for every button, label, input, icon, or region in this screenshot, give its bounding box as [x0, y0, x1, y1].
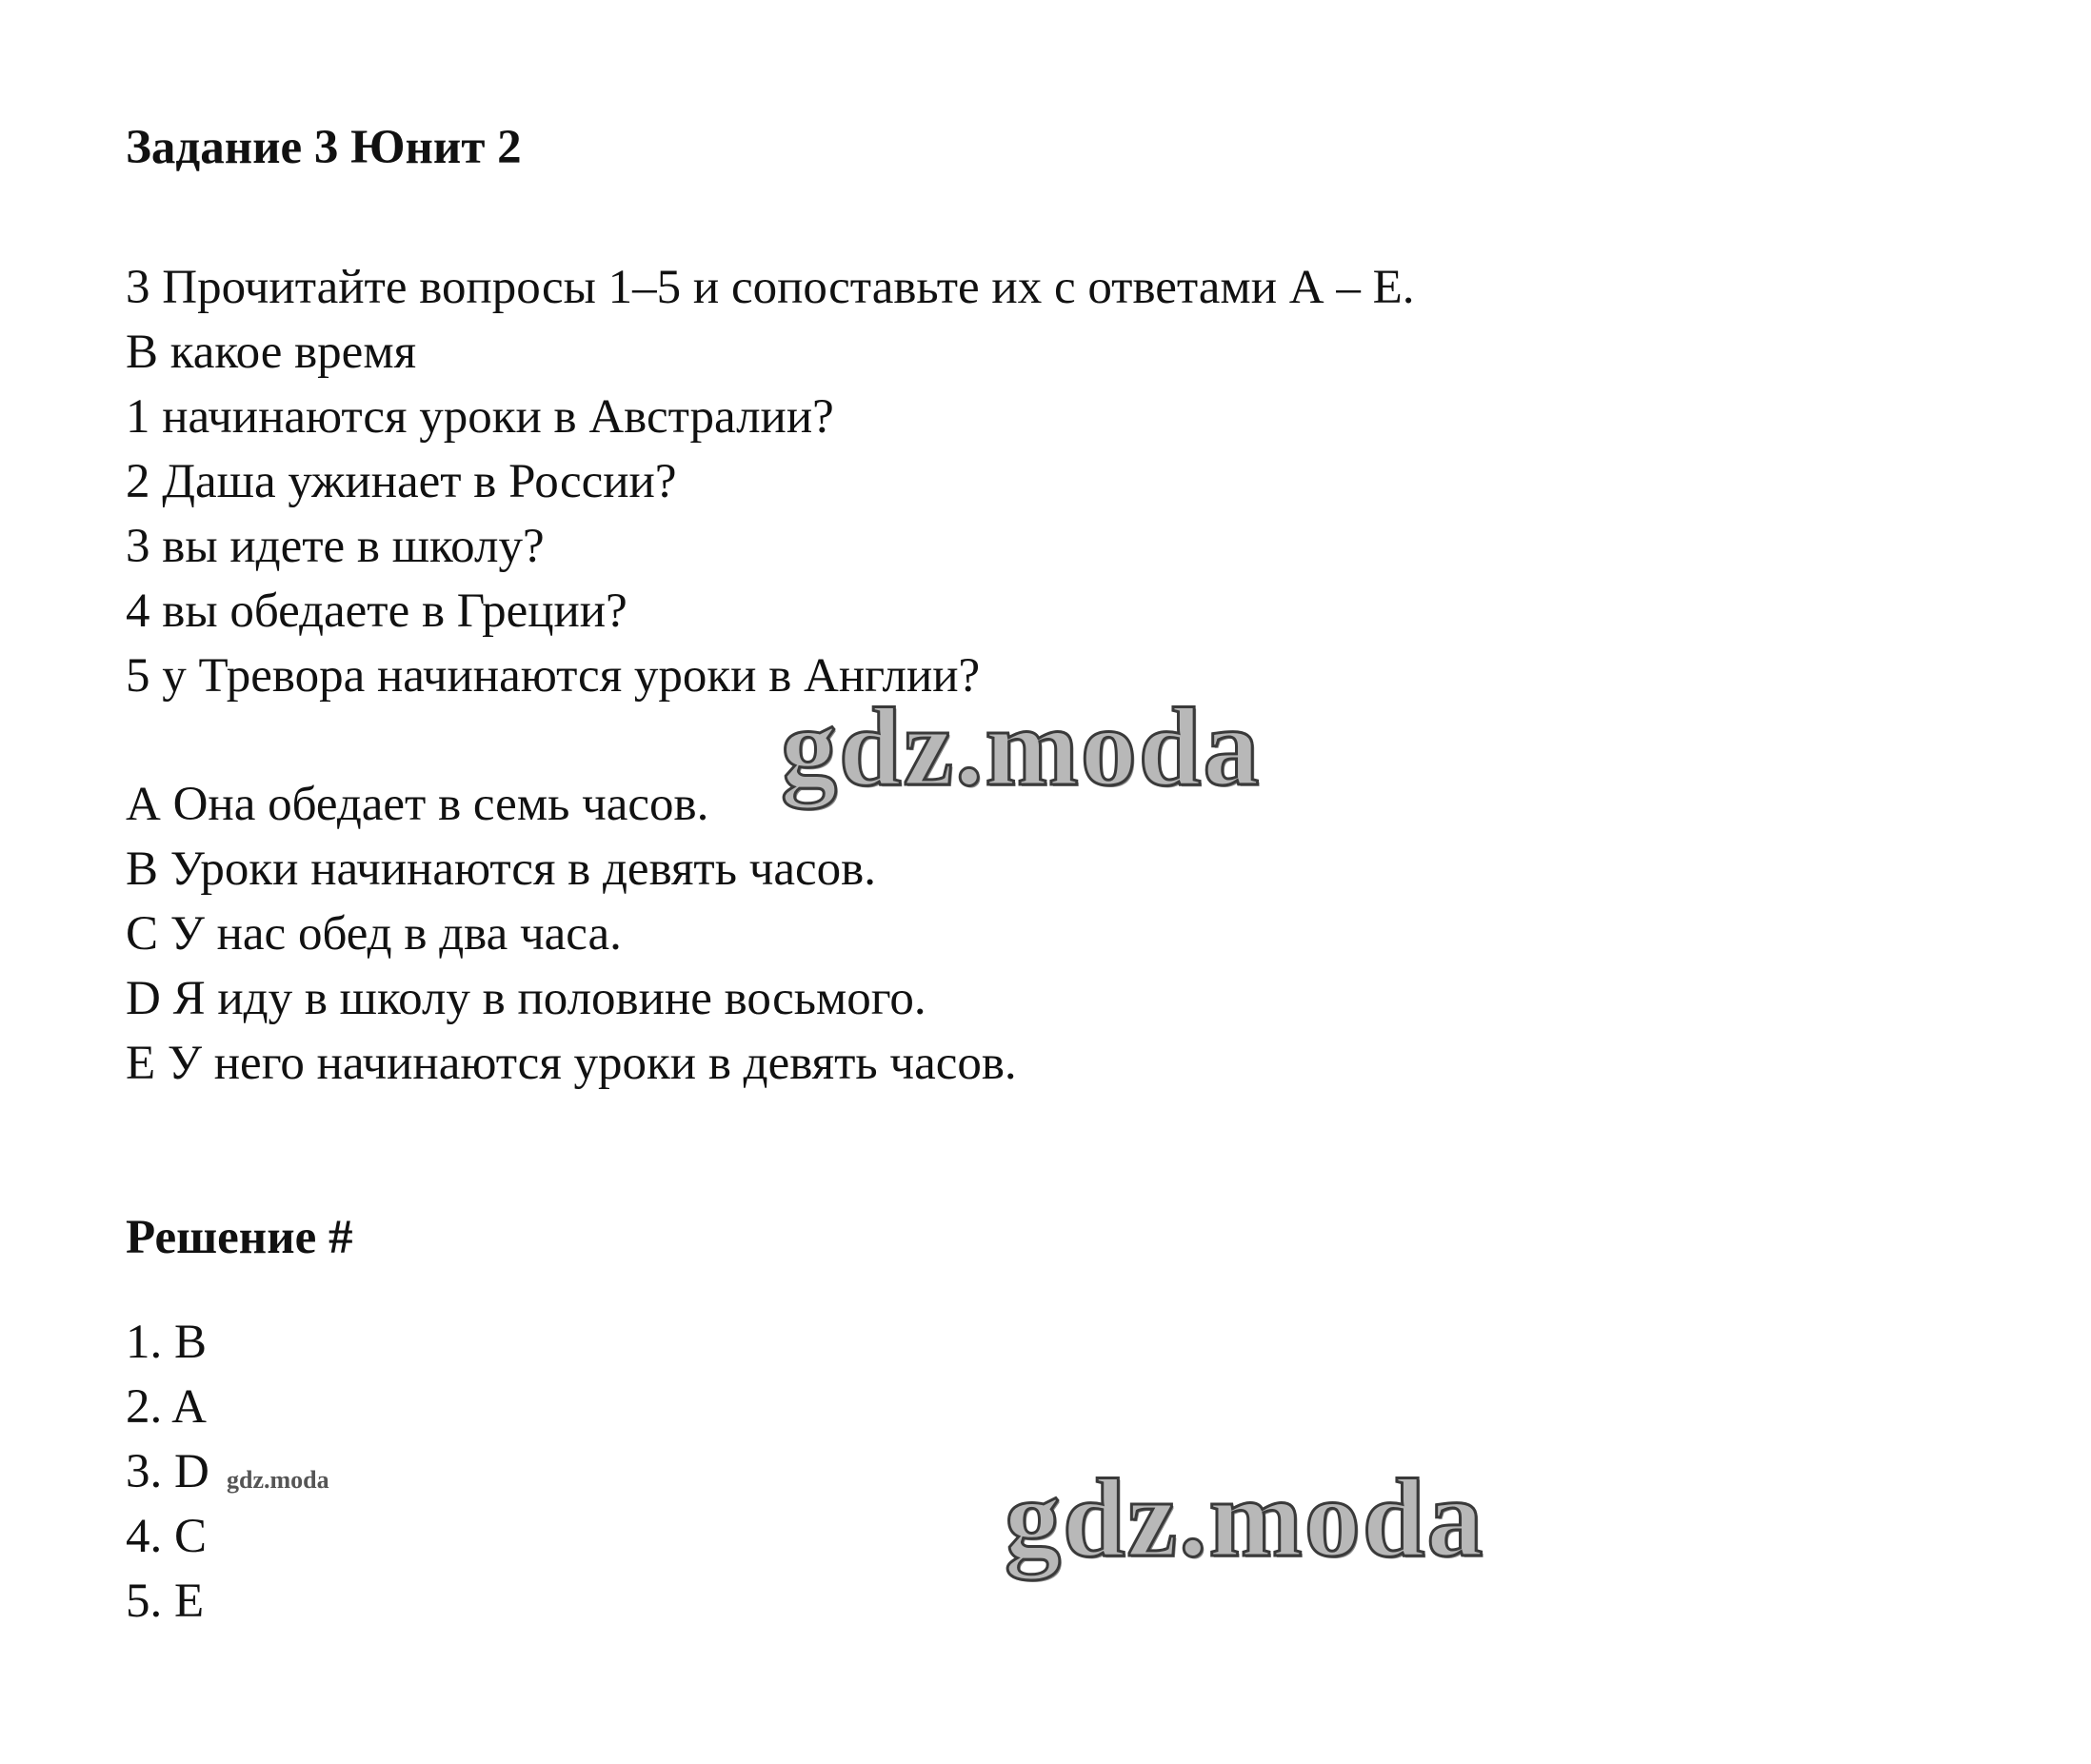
question-item: 4 вы обедаете в Греции? [126, 585, 627, 638]
task-title: Задание 3 Юнит 2 [126, 121, 522, 174]
watermark-logo: gdz.moda [781, 684, 1262, 809]
answer-item: А Она обедает в семь часов. [126, 778, 709, 831]
solution-item: 3. D [126, 1445, 209, 1498]
solution-item: 4. C [126, 1510, 208, 1563]
instruction-text: 3 Прочитайте вопросы 1–5 и сопоставьте их с ответами А – Е. [126, 261, 1415, 314]
question-item: 3 вы идете в школу? [126, 520, 545, 573]
question-item: 5 у Тревора начинаются уроки в Англии? [126, 649, 981, 703]
solution-heading: Решение # [126, 1211, 353, 1264]
question-stem: В какое время [126, 326, 417, 379]
answer-item: В Уроки начинаются в девять часов. [126, 842, 876, 896]
solution-item: 2. A [126, 1380, 208, 1434]
answer-item: С У нас обед в два часа. [126, 907, 622, 961]
solution-item: 5. E [126, 1575, 205, 1628]
watermark-logo: gdz.moda [1005, 1456, 1485, 1580]
watermark-small: gdz.moda [227, 1466, 329, 1494]
question-item: 1 начинаются уроки в Австралии? [126, 390, 834, 444]
solution-item: 1. B [126, 1316, 208, 1369]
answer-item: D Я иду в школу в половине восьмого. [126, 972, 926, 1025]
question-item: 2 Даша ужинает в России? [126, 455, 677, 508]
answer-item: Е У него начинаются уроки в девять часов. [126, 1037, 1017, 1090]
